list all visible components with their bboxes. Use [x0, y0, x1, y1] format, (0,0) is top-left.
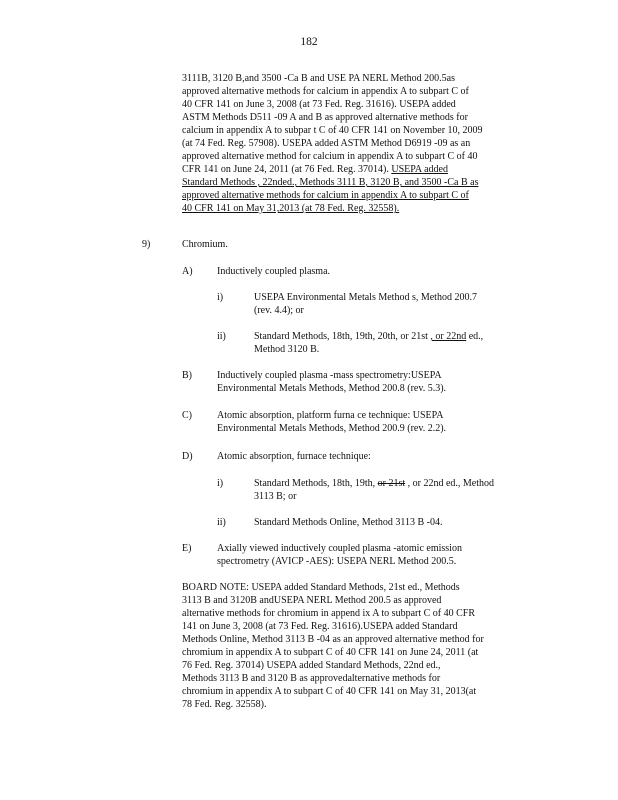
added-line: approved alternative methods for calcium in appendix A to subpart C of	[182, 190, 469, 201]
text-line	[254, 330, 483, 343]
note-line: calcium in appendix A to subpar t C of 40 CFR 141 on November 10, 2009	[182, 125, 483, 136]
calcium-board-note	[182, 72, 532, 215]
section-title: Chromium.	[182, 239, 228, 250]
item-text-c	[217, 409, 446, 435]
text-line: spectrometry (AVICP -AES): USEPA NERL Method 200.5.	[217, 556, 457, 567]
note-text: CFR 141 on June 24, 2011 (at 76 Fed. Reg. 37014).	[182, 164, 392, 175]
note-line: chromium in appendix A to subpart C of 40 CFR 141 on May 31, 2013(at	[182, 686, 477, 697]
note-line: 3113 B and 3120B andUSEPA NERL Method 200.5 as approved	[182, 595, 442, 606]
subitem-text-d-i	[254, 477, 494, 503]
text-line: USEPA Environmental Metals Method s, Method 200.7	[254, 292, 477, 303]
note-line: Methods Online, Method 3113 B -04 as an approved alternative method for	[182, 634, 484, 645]
text-plain: , or 22nd ed., Method	[405, 478, 494, 489]
note-line: BOARD NOTE: USEPA added Standard Methods, 21st ed., Methods	[182, 582, 460, 593]
item-label-e: E)	[182, 543, 192, 554]
text-line: Environmental Metals Methods, Method 200.8 (rev. 5.3).	[217, 383, 447, 394]
note-line: 76 Fed. Reg. 37014) USEPA added Standard Methods, 22nd ed.,	[182, 660, 441, 671]
text-plain: Standard Methods, 18th, 19th,	[254, 478, 378, 489]
note-line: 3111B, 3120 B,and 3500 -Ca B and USE PA NERL Method 200.5as	[182, 73, 455, 84]
text-line: Inductively coupled plasma -mass spectrometry:USEPA	[217, 370, 442, 381]
subitem-text-a-i	[254, 291, 477, 317]
added-text: USEPA added	[391, 164, 448, 175]
section-number: 9)	[142, 239, 151, 250]
item-label-a: A)	[182, 266, 193, 277]
added-line: 40 CFR 141 on May 31,2013 (at 78 Fed. Reg. 32558).	[182, 203, 400, 214]
added-line: Standard Methods , 22nded., Methods 3111 B, 3120 B, and 3500 -Ca B as	[182, 177, 479, 188]
subitem-label-a-ii: ii)	[217, 331, 226, 342]
note-line: ASTM Methods D511 -09 A and B as approved alternative methods for	[182, 112, 468, 123]
text-line: Method 3120 B.	[254, 344, 320, 355]
item-text-e	[217, 542, 462, 568]
subitem-text-a-ii	[254, 330, 483, 356]
subitem-label-a-i: i)	[217, 292, 224, 303]
note-line: 78 Fed. Reg. 32558).	[182, 699, 267, 710]
note-line	[182, 163, 532, 176]
note-line: 40 CFR 141 on June 3, 2008 (at 73 Fed. Reg. 31616). USEPA added	[182, 99, 456, 110]
page-number: 182	[300, 36, 318, 48]
text-line: Axially viewed inductively coupled plasma -atomic emission	[217, 543, 462, 554]
item-text-d: Atomic absorption, furnace technique:	[217, 451, 371, 462]
chromium-board-note	[182, 581, 542, 711]
subitem-label-d-ii: ii)	[217, 517, 226, 528]
text-plain: ed.,	[466, 331, 484, 342]
note-line: (at 74 Fed. Reg. 57908). USEPA added ASTM Method D6919 -09 as an	[182, 138, 471, 149]
text-line: Environmental Metals Methods, Method 200.9 (rev. 2.2).	[217, 423, 447, 434]
deleted-text: or 21st	[377, 478, 406, 489]
item-text-a: Inductively coupled plasma.	[217, 266, 331, 277]
item-label-b: B)	[182, 370, 192, 381]
text-line: Atomic absorption, platform furna ce technique: USEPA	[217, 410, 444, 421]
note-line: approved alternative method for calcium in appendix A to subpart C of 40	[182, 151, 478, 162]
subitem-label-d-i: i)	[217, 478, 224, 489]
item-label-c: C)	[182, 410, 192, 421]
item-label-d: D)	[182, 451, 193, 462]
note-line: approved alternative methods for calcium in appendix A to subpart C of	[182, 86, 469, 97]
note-line: alternative methods for chromium in append ix A to subpart C of 40 CFR	[182, 608, 476, 619]
note-line: Methods 3113 B and 3120 B as approvedalternative methods for	[182, 673, 441, 684]
note-line: chromium in appendix A to subpart C of 40 CFR 141 on June 24, 2011 (at	[182, 647, 479, 658]
added-text: , or 22nd	[430, 331, 467, 342]
subitem-text-d-ii: Standard Methods Online, Method 3113 B -04.	[254, 517, 443, 528]
text-plain: Standard Methods, 18th, 19th, 20th, or 21st	[254, 331, 431, 342]
text-line: (rev. 4.4); or	[254, 305, 304, 316]
text-line	[254, 477, 494, 490]
note-line: 141 on June 3, 2008 (at 73 Fed. Reg. 31616).USEPA added Standard	[182, 621, 458, 632]
text-line: 3113 B; or	[254, 491, 297, 502]
item-text-b	[217, 369, 446, 395]
